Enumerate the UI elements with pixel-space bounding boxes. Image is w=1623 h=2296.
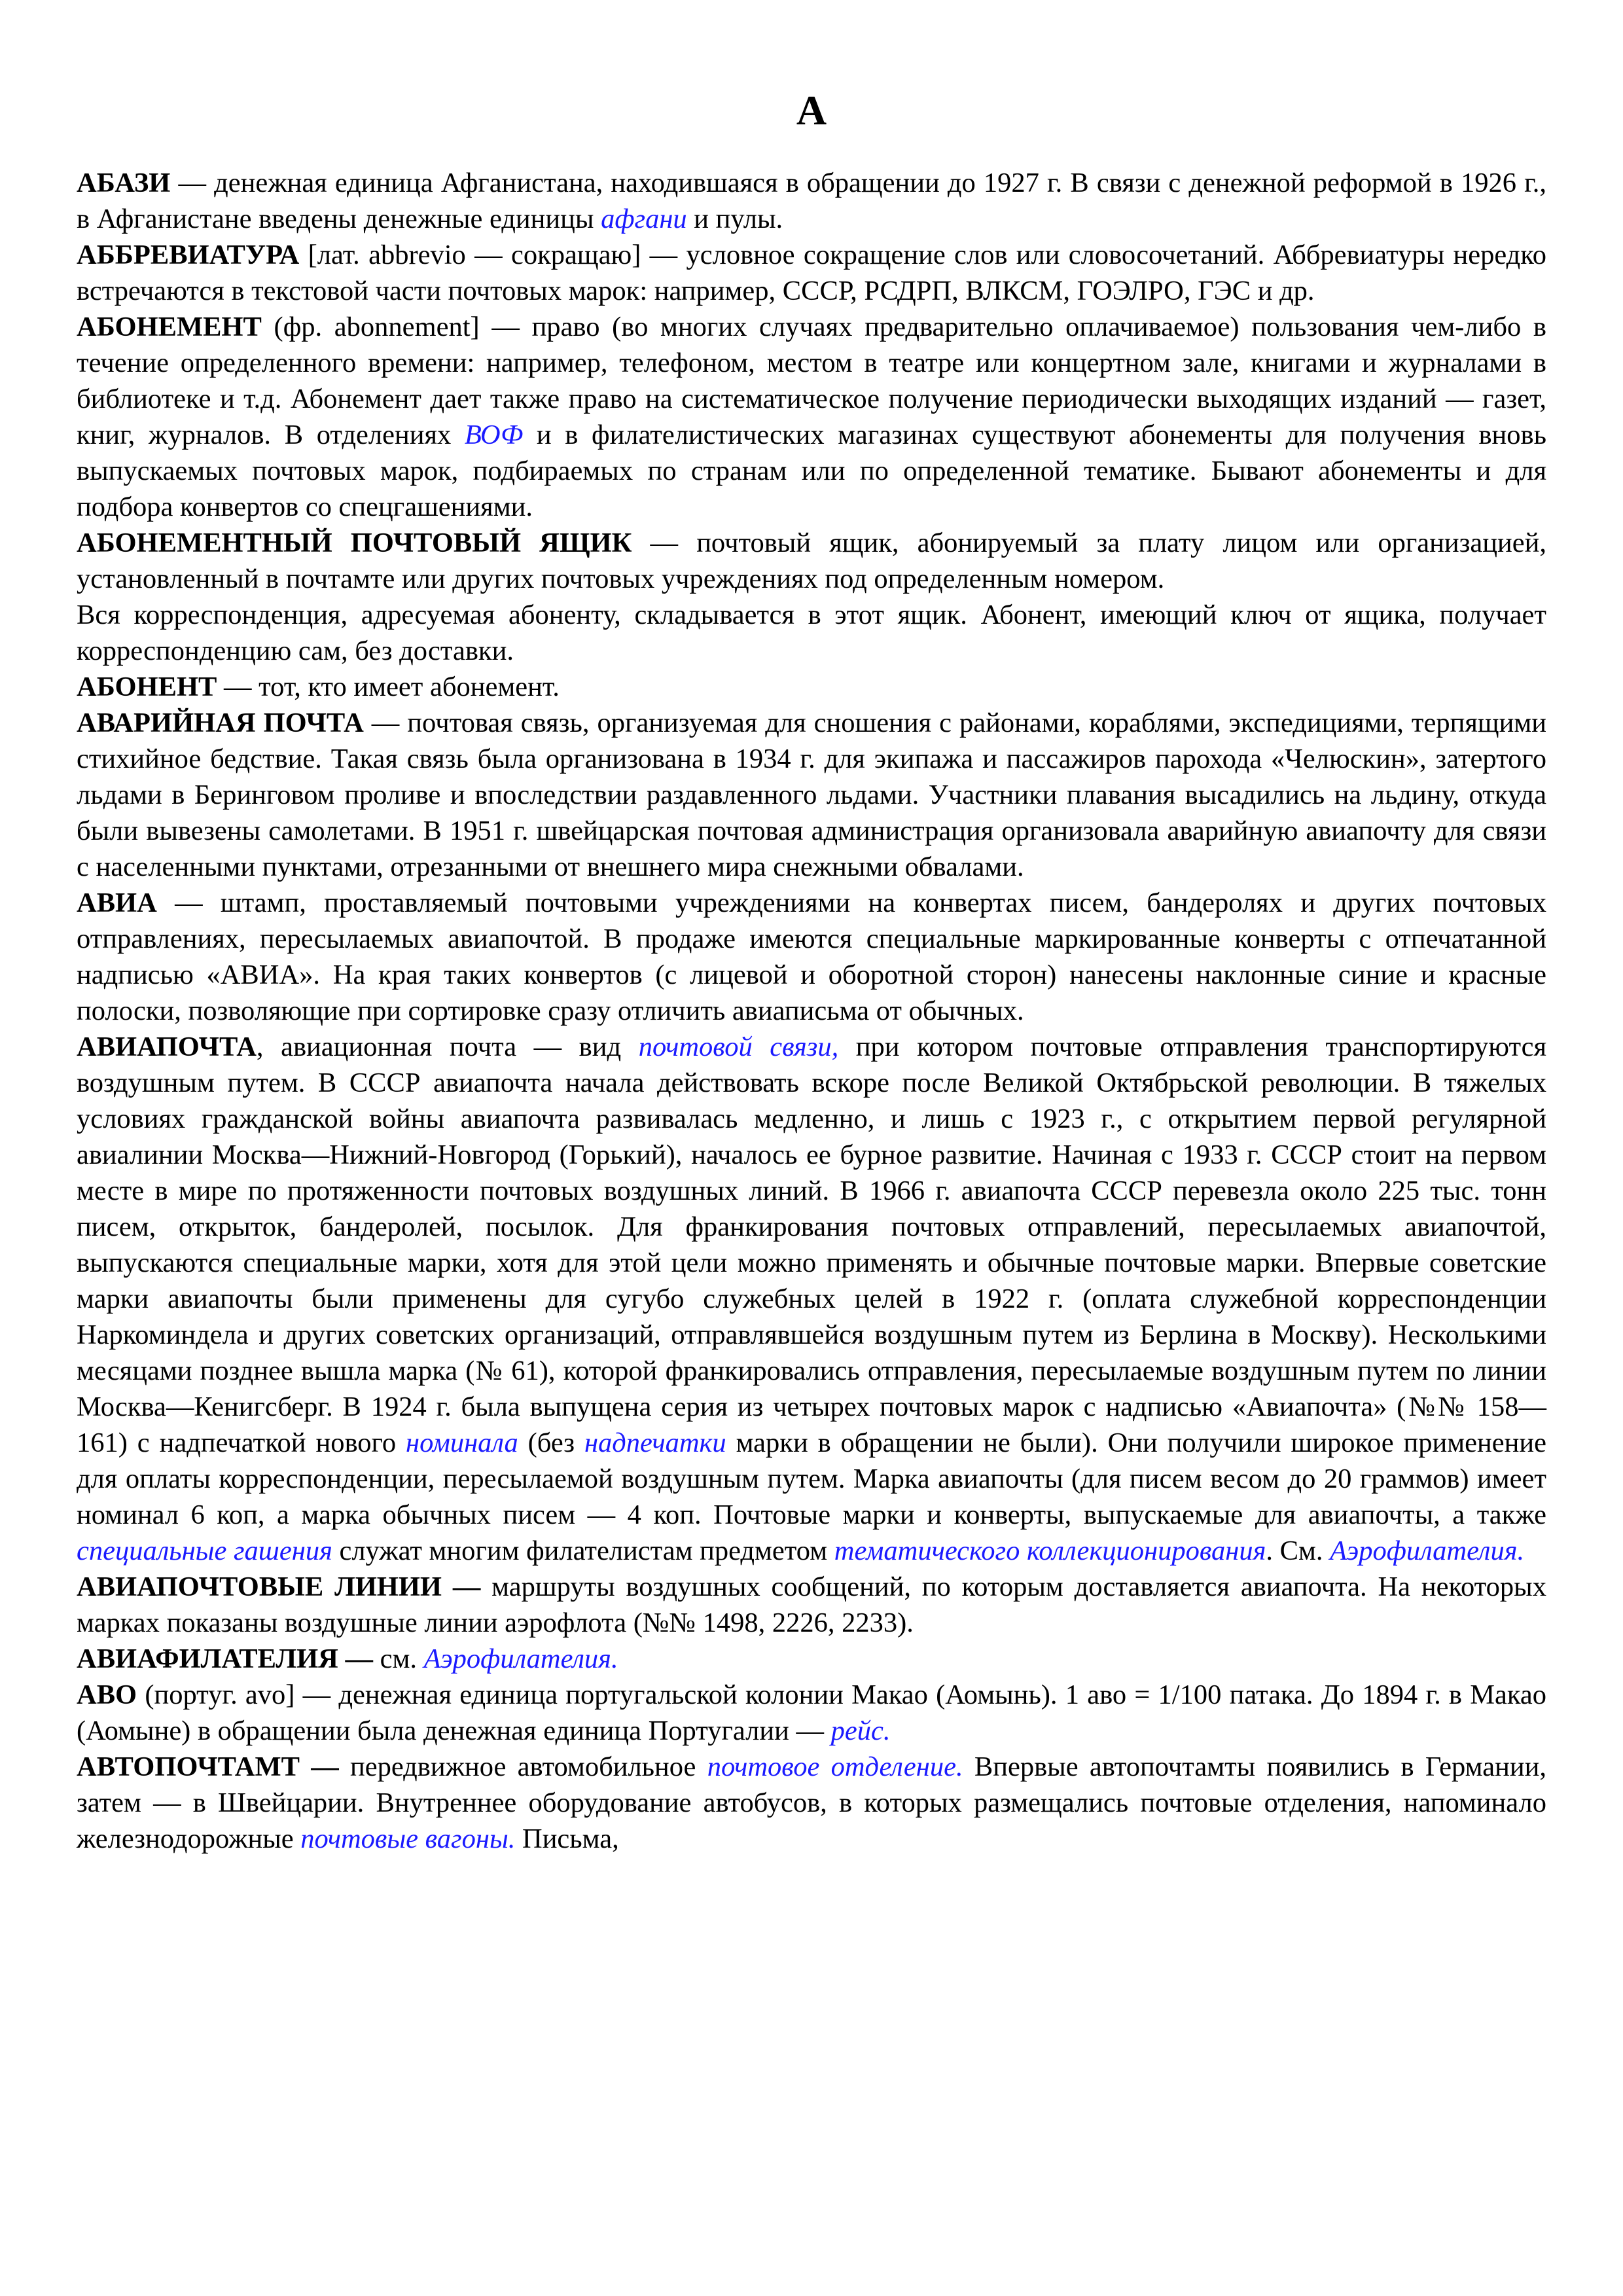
entry-text: — штамп, проставляемый почтовыми учреждениями на конвертах писем, бандеролях и других почтовых отправлениях, пересылаемых авиапочтой. В продаже имеются специальные маркированные конверты с отпечатанной надписью «АВИА». На края таких конвертов (с лицевой и оборотной сторон) нанесены наклонные синие и красные полоски, позволяющие при сортировке сразу отличить авиаписьма от обычных. bbox=[77, 888, 1546, 1026]
cross-reference-link[interactable]: Аэрофилателия. bbox=[423, 1643, 618, 1674]
entry-term: АВИАПОЧТОВЫЕ ЛИНИИ — bbox=[77, 1571, 481, 1602]
entry-term: АВАРИЙНАЯ ПОЧТА bbox=[77, 708, 364, 738]
dictionary-entry bbox=[77, 1569, 1546, 1641]
dictionary-entry bbox=[77, 1029, 1546, 1569]
cross-reference-link[interactable]: ВОФ bbox=[464, 420, 524, 450]
entry-text: [лат. abbrevio — сокращаю] — условное сокращение слов или словосочетаний. Аббревиатуры нередко встречаются в текстовой части почтовых марок: например, СССР, РСДРП, ВЛКСМ, ГОЭЛРО, ГЭС и др. bbox=[77, 240, 1546, 306]
dictionary-entry bbox=[77, 669, 1546, 705]
entry-text: (фр. abonnement] — право (во многих случаях предварительно оплачиваемое) пользования чем-либо в течение определенного времени: например, телефоном, местом в театре или концертном зале, книгами и журналами в библиотеке и т.д. Абонемент дает также право на систематическое получение периодически выходящих изданий — газет, книг, журналов. В отделениях bbox=[77, 312, 1546, 450]
dictionary-entry bbox=[77, 1677, 1546, 1749]
entry-text: передвижное автомобильное bbox=[338, 1751, 707, 1782]
entry-term: АВИАПОЧТА bbox=[77, 1031, 257, 1062]
dictionary-entry bbox=[77, 237, 1546, 309]
dictionary-entry bbox=[77, 1641, 1546, 1677]
entry-term: АВИА bbox=[77, 888, 157, 918]
cross-reference-link[interactable]: почтовой связи, bbox=[638, 1031, 839, 1062]
entry-term: АВО bbox=[77, 1679, 137, 1710]
dictionary-entry bbox=[77, 1749, 1546, 1857]
entry-paragraph: Вся корреспонденция, адресуемая абоненту, складывается в этот ящик. Абонент, имеющий ключ от ящика, получает корреспонденцию сам, без доставки. bbox=[77, 600, 1546, 666]
cross-reference-link[interactable]: афгани bbox=[601, 204, 687, 234]
dictionary-entry bbox=[77, 525, 1546, 669]
entry-text: — почтовая связь, организуемая для сношения с районами, кораблями, экспедициями, терпящими стихийное бедствие. Такая связь была организована в 1934 г. для экипажа и пассажиров парохода «Челюскин», затертого льдами в Беринговом проливе и впоследствии раздавленного льдами. Участники плавания высадились на льдину, откуда были вывезены самолетами. В 1951 г. швейцарская почтовая администрация организовала аварийную авиапочту для связи с населенными пунктами, отрезанными от внешнего мира снежными обвалами. bbox=[77, 708, 1546, 882]
entry-text: и пулы. bbox=[687, 204, 783, 234]
cross-reference-link[interactable]: тематического коллекционирования bbox=[834, 1535, 1266, 1566]
section-letter-heading: А bbox=[796, 87, 827, 134]
entry-text: — тот, кто имеет абонемент. bbox=[217, 672, 560, 702]
dictionary-entry bbox=[77, 309, 1546, 525]
cross-reference-link[interactable]: почтовое отделение. bbox=[707, 1751, 963, 1782]
cross-reference-link[interactable]: надпечатки bbox=[584, 1427, 726, 1458]
cross-reference-link[interactable]: Аэрофилателия. bbox=[1330, 1535, 1525, 1566]
entry-text: Впервые автопочтамты появились в Германии, затем — в Швейцарии. Внутреннее оборудование автобусов, в которых размещались почтовые отделения, напоминало железнодорожные bbox=[77, 1751, 1546, 1854]
entry-text: Письма, bbox=[515, 1823, 619, 1854]
entry-term: АББРЕВИАТУРА bbox=[77, 240, 300, 270]
dictionary-page bbox=[77, 72, 1546, 1857]
entry-text: см. bbox=[372, 1643, 424, 1674]
entries-list bbox=[77, 165, 1546, 1857]
entry-term: АБАЗИ bbox=[77, 168, 171, 198]
dictionary-entry bbox=[77, 705, 1546, 885]
entry-text: при котором почтовые отправления транспортируются воздушным путем. В СССР авиапочта начала действовать вскоре после Великой Октябрьской революции. В тяжелых условиях гражданской войны авиапочта развивалась медленно, и лишь с 1923 г., с открытием первой регулярной авиалинии Москва—Нижний-Новгород (Горький), началось ее бурное развитие. Начиная с 1933 г. СССР стоит на первом месте в мире по протяженности почтовых воздушных линий. В 1966 г. авиапочта СССР перевезла около 225 тыс. тонн писем, открыток, бандеролей, посылок. Для франкирования почтовых отправлений, пересылаемых авиапочтой, выпускаются специальные марки, хотя для этой цели можно применять и обычные почтовые марки. Впервые советские марки авиапочты были применены для сугубо служебных целей в 1922 г. (оплата служебной корреспонденции Наркоминдела и других советских организаций, отправлявшейся воздушным путем из Берлина в Москву). Несколькими месяцами позднее вышла марка (№ 61), которой франкировались отправления, пересылаемые воздушным путем по линии Москва—Кенигсберг. В 1924 г. была выпущена серия из четырех почтовых марок с надписью «Авиапочта» (№№ 158—161) с надпечаткой нового bbox=[77, 1031, 1546, 1458]
entry-text: , авиационная почта — вид bbox=[256, 1031, 639, 1062]
entry-text: . См. bbox=[1266, 1535, 1330, 1566]
dictionary-entry bbox=[77, 165, 1546, 237]
entry-term: АБОНЕНТ bbox=[77, 672, 217, 702]
cross-reference-link[interactable]: специальные гашения bbox=[77, 1535, 332, 1566]
entry-text: — почтовый ящик, абонируемый за плату лицом или организацией, установленный в почтамте или других почтовых учреждениях под определенным номером. bbox=[77, 528, 1546, 594]
cross-reference-link[interactable]: почтовые вагоны. bbox=[300, 1823, 516, 1854]
cross-reference-link[interactable]: номинала bbox=[406, 1427, 518, 1458]
entry-text: (без bbox=[518, 1427, 584, 1458]
entry-text: и в филателистических магазинах существуют абонементы для получения вновь выпускаемых почтовых марок, подбираемых по странам или по определенной тематике. Бывают абонементы и для подбора конвертов со спецгашениями. bbox=[77, 420, 1547, 522]
entry-term: АБОНЕМЕНТ bbox=[77, 312, 262, 342]
dictionary-entry bbox=[77, 885, 1546, 1029]
entry-term: АБОНЕМЕНТНЫЙ ПОЧТОВЫЙ ЯЩИК bbox=[77, 528, 632, 558]
entry-text: служат многим филателистам предметом bbox=[332, 1535, 834, 1566]
entry-text: — денежная единица Афганистана, находившаяся в обращении до 1927 г. В связи с денежной реформой в 1926 г., в Афганистане введены денежные единицы bbox=[77, 168, 1546, 234]
entry-term: АВТОПОЧТАМТ — bbox=[77, 1751, 339, 1782]
entry-term: АВИАФИЛАТЕЛИЯ — bbox=[77, 1643, 373, 1674]
entry-text: маршруты воздушных сообщений, по которым доставляется авиапочта. На некоторых марках показаны воздушные линии аэрофлота (№№ 1498, 2226, 2233). bbox=[77, 1571, 1546, 1638]
cross-reference-link[interactable]: рейс. bbox=[830, 1715, 891, 1746]
entry-text: марки в обращении не были). Они получили широкое применение для оплаты корреспонденции, пересылаемой воздушным путем. Марка авиапочты (для писем весом до 20 граммов) имеет номинал 6 коп, а марка обычных писем — 4 коп. Почтовые марки и конверты, выпускаемые для авиапочты, а также bbox=[77, 1427, 1546, 1530]
entry-text: (португ. avo] — денежная единица португальской колонии Макао (Аомынь). 1 аво = 1/100 патака. До 1894 г. в Макао (Аомыне) в обращении была денежная единица Португалии — bbox=[77, 1679, 1546, 1746]
